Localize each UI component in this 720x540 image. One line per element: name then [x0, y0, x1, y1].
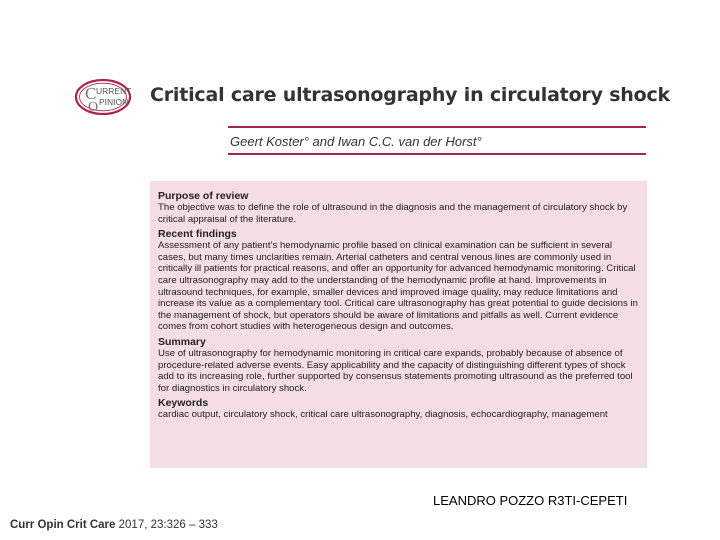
logo-line-2: PINION [99, 97, 129, 107]
article-title: Critical care ultrasonography in circulatory shock [150, 84, 670, 106]
keywords-heading: Keywords [158, 397, 209, 410]
citation-details: 2017, 23:326 – 333 [115, 519, 218, 531]
logo-initial-c: C [85, 84, 97, 103]
purpose-text: The objective was to define the role of ultrasound in the diagnosis and the management of circulatory shock by critical appraisal of the literature. [158, 202, 628, 225]
purpose-heading: Purpose of review [158, 190, 249, 202]
title-rule-top [228, 126, 646, 128]
findings-text: Assessment of any patient’s hemodynamic profile based on clinical examination can be sufficient in several cases, but many times unclarities remain. Arterial catheters and central venous lines are commonly used in critically ill patients for practical reasons, and offer an opportunity for advanced hemodynamic monitoring. Critical care ultrasonography may add to the understanding of the hemodynamic profile at hand. Improvements in ultrasound techniques, for example, smaller devices and improved image quality, may reduce limitations and increase its value as a complementary tool. Critical care ultrasonography has great potential to guide decisions in the management of shock, but operators should be aware of limitations and pitfalls as well. Current evidence comes from cohort studies with heterogeneous design and outcomes. [158, 240, 638, 333]
summary-heading: Summary [158, 335, 206, 348]
title-rule-bottom [228, 153, 646, 155]
abstract-box [150, 181, 647, 468]
journal-citation [10, 519, 218, 531]
summary-text: Use of ultrasonography for hemodynamic monitoring in critical care expands, probably because of absence of procedure-related adverse events. Easy applicability and the capacity of distinguishing different types of shock add to its increasing role, further supported by consensus statements promoting ultrasound as the preferred tool for diagnostics in circulatory shock. [158, 347, 633, 394]
journal-name: Curr Opin Crit Care [10, 519, 116, 531]
keywords-text: cardiac output, circulatory shock, critical care ultrasonography, diagnosis, echocardiography, management [158, 409, 608, 421]
current-opinion-logo [74, 78, 132, 116]
logo-initial-o: O [88, 100, 99, 115]
logo-line-1: URRENT [96, 86, 132, 96]
article-authors: Geert Koster° and Iwan C.C. van der Horst° [230, 134, 482, 149]
presenter-label: LEANDRO POZZO R3TI-CEPETI [433, 493, 628, 508]
findings-heading: Recent findings [158, 228, 237, 241]
